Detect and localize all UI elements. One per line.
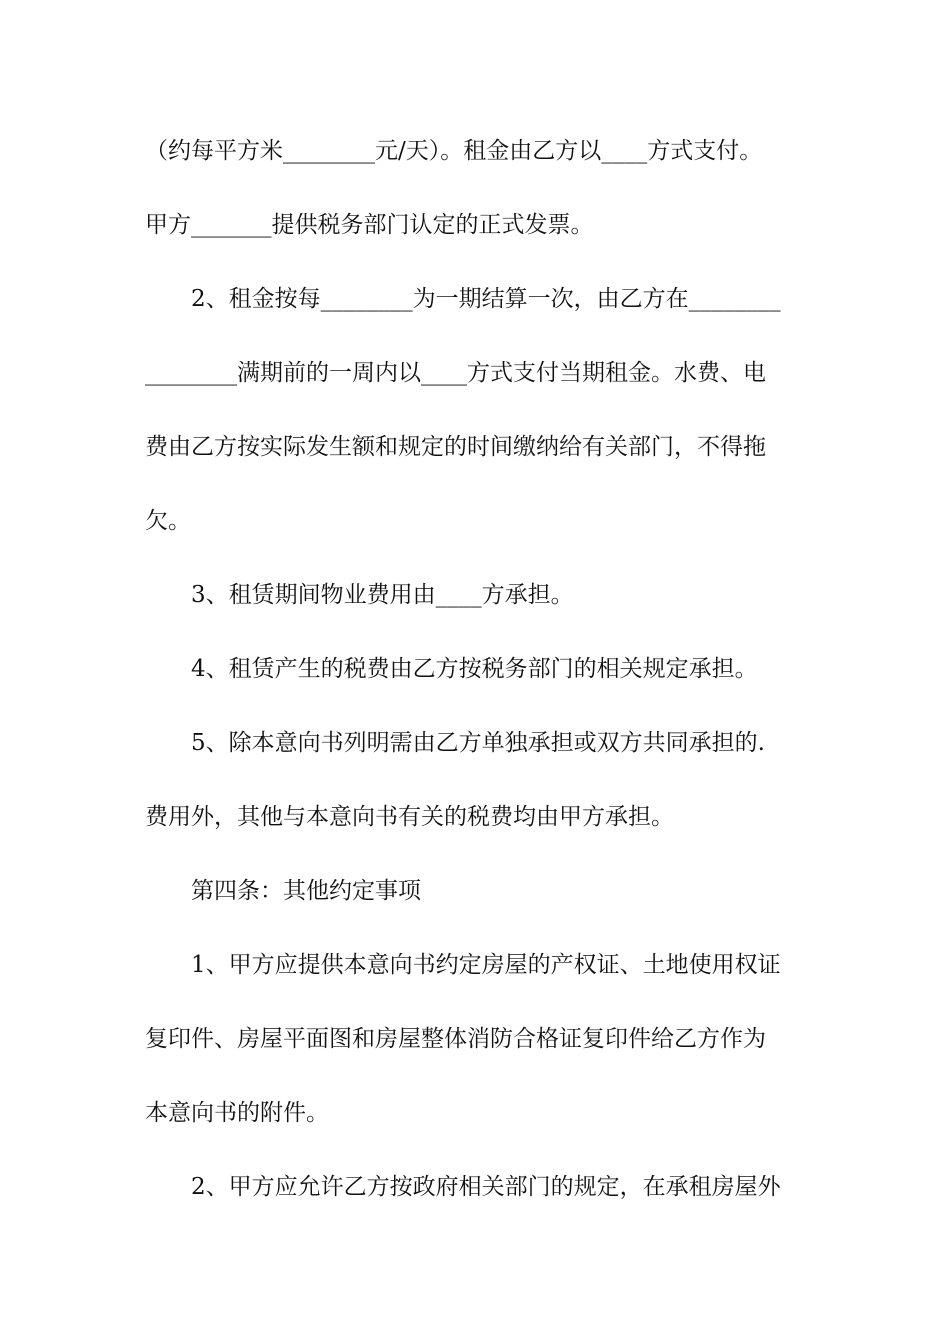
document-body (145, 127, 810, 1237)
text-line-invoice: 甲方_______提供税务部门认定的正式发票。 (145, 212, 594, 238)
article-4-clause-1-line-1: 1、甲方应提供本意向书约定房屋的产权证、土地使用权证 (191, 952, 781, 978)
clause-2-line-1: 2、租金按每________为一期结算一次，由乙方在________ (191, 286, 781, 312)
clause-3: 3、租赁期间物业费用由____方承担。 (191, 582, 574, 608)
article-4-clause-2-line-1: 2、甲方应允许乙方按政府相关部门的规定，在承租房屋外 (191, 1174, 781, 1200)
text-line-rent-rate: （约每平方米________元/天）。租金由乙方以____方式支付。 (145, 138, 763, 164)
article-4-clause-1-line-2: 复印件、房屋平面图和房屋整体消防合格证复印件给乙方作为 (145, 1026, 766, 1052)
clause-2-line-4: 欠。 (145, 508, 191, 534)
section-heading-article-4: 第四条：其他约定事项 (191, 878, 421, 904)
clause-2-line-3: 费由乙方按实际发生额和规定的时间缴纳给有关部门，不得拖 (145, 434, 766, 460)
clause-4: 4、租赁产生的税费由乙方按税务部门的相关规定承担。 (191, 656, 758, 682)
article-4-clause-1-line-3: 本意向书的附件。 (145, 1100, 329, 1126)
clause-5-line-1: 5、除本意向书列明需由乙方单独承担或双方共同承担的. (191, 730, 765, 756)
clause-2-line-2: ________满期前的一周内以____方式支付当期租金。水费、电 (145, 360, 766, 386)
clause-5-line-2: 费用外，其他与本意向书有关的税费均由甲方承担。 (145, 804, 674, 830)
